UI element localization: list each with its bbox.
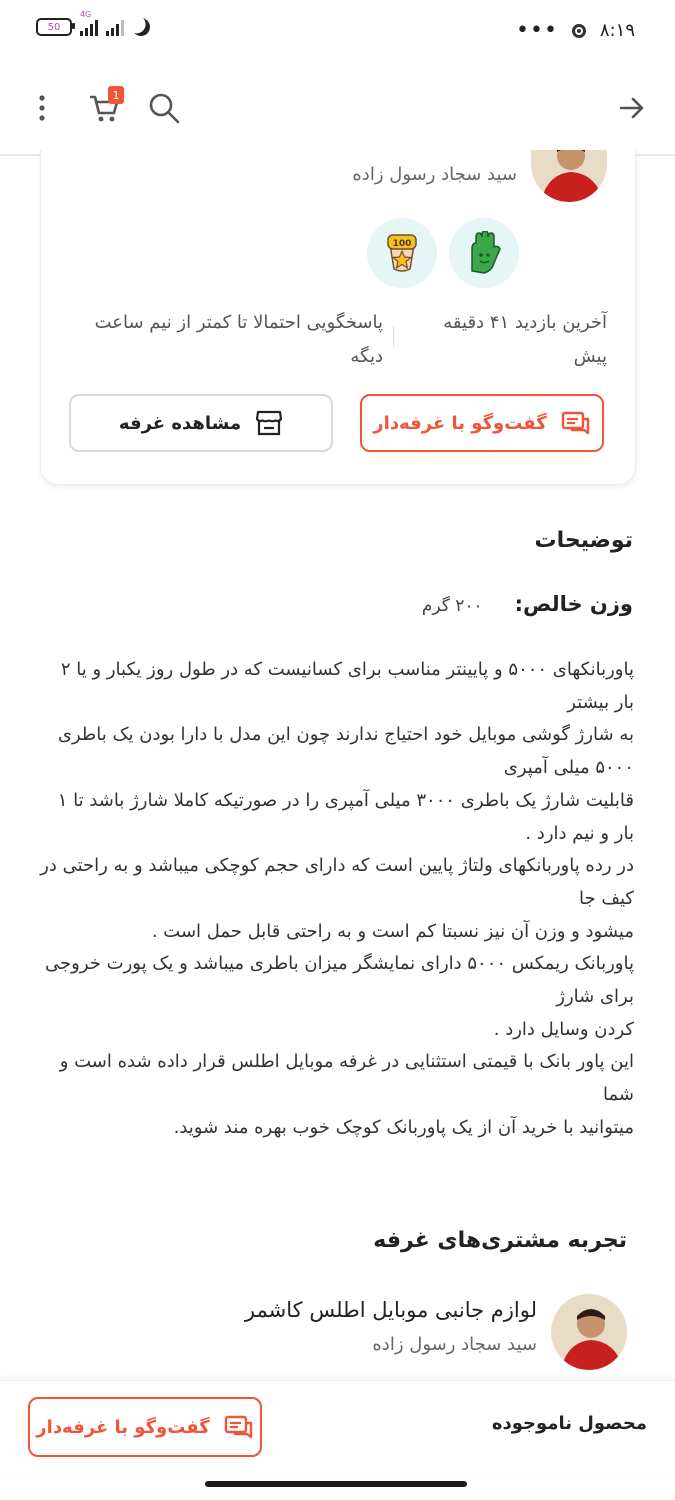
battery-icon — [36, 18, 72, 36]
battery-level: 50 — [47, 21, 61, 33]
moon-icon — [129, 15, 152, 38]
description-title: توضیحات — [534, 528, 633, 553]
seller-avatar[interactable] — [531, 150, 607, 202]
signal-icon — [80, 10, 98, 36]
search-icon — [147, 91, 181, 125]
review-store-name: لوازم جانبی موبایل اطلس کاشمر — [244, 1298, 537, 1322]
cart-badge: 1 — [108, 86, 124, 104]
svg-text:100: 100 — [392, 239, 412, 249]
description-line: در رده پاوربانکهای ولتاژ پایین است که دارای حجم کوچکی میباشد و به راحتی در کیف جا — [40, 855, 634, 909]
review-store-item[interactable] — [47, 1292, 627, 1372]
network-type: 4G — [80, 10, 92, 19]
search-button[interactable] — [146, 90, 182, 126]
last-visit: آخرین بازدید ۴۱ دقیقه پیش — [443, 312, 607, 367]
hundred-badge-icon — [380, 231, 424, 275]
review-owner-name: سید سجاد رسول زاده — [372, 1334, 537, 1355]
review-avatar — [551, 1294, 627, 1370]
avatar-image — [551, 1294, 627, 1370]
description-line: پاوربانک ریمکس ۵۰۰۰ دارای نمایشگر میزان باطری میباشد و یک پورت خروجی برای شارژ — [45, 953, 634, 1008]
bottom-chat-button[interactable] — [28, 1397, 262, 1457]
description-text — [36, 654, 634, 1145]
description-line: میتوانید با خرید آن از یک پاوربانک کوچک خوب بهره مند شوید. — [173, 1116, 634, 1138]
clock: ۸:۱۹ — [599, 20, 635, 41]
back-button[interactable] — [614, 90, 650, 126]
badge-quick-response — [449, 218, 519, 288]
product-status: محصول ناموجوده — [491, 1413, 647, 1434]
weight-label: وزن خالص: — [514, 592, 633, 616]
hand-badge-icon — [464, 231, 504, 275]
info-divider — [393, 326, 394, 348]
bottom-action-bar — [0, 1380, 675, 1475]
arrow-right-icon — [619, 97, 645, 119]
bottom-chat-label: گفت‌وگو با غرفه‌دار — [36, 1416, 210, 1438]
more-vertical-icon — [39, 95, 45, 121]
status-indicators — [36, 10, 150, 36]
chat-bubble-icon — [561, 409, 591, 437]
description-line: میشود و وزن آن نیز نسبتا کم است و به راحتی قابل حمل است . — [151, 920, 634, 942]
description-line: به شارژ گوشی موبایل خود احتیاج ندارند چون این مدل با دارا بودن یک باطری ۵۰۰۰ میلی آمپری — [57, 724, 634, 779]
description-line: این پاور بانک با قیمتی استثنایی در غرفه موبایل اطلس قرار داده شده است و شما — [59, 1051, 634, 1106]
home-indicator[interactable] — [205, 1481, 467, 1487]
more-notifications-icon: ••• — [515, 17, 558, 43]
chat-bubble-icon — [224, 1413, 254, 1441]
description-line: پاوربانکهای ۵۰۰۰ و پایینتر مناسب برای کسانیست که در طول روز یکبار و یا ۲ بار بیشتر — [60, 659, 634, 713]
weight-row — [422, 592, 633, 616]
chat-with-seller-button[interactable] — [360, 394, 604, 452]
status-bar — [0, 0, 675, 62]
signal-icon-2 — [106, 18, 124, 36]
weight-value: ۲۰۰ گرم — [421, 596, 483, 616]
seller-card — [40, 150, 636, 485]
status-right — [515, 17, 635, 43]
seller-owner-name: سید سجاد رسول زاده — [352, 164, 517, 185]
view-store-button[interactable] — [69, 394, 333, 452]
cart-button[interactable] — [86, 90, 122, 126]
avatar-image — [531, 150, 607, 202]
response-time: پاسخگویی احتمالا تا کمتر از نیم ساعت دیگه — [94, 312, 383, 367]
view-store-label: مشاهده غرفه — [118, 412, 242, 434]
reviews-title: تجربه مشتری‌های غرفه — [373, 1228, 627, 1253]
description-line: کردن وسایل دارد . — [493, 1018, 634, 1040]
store-icon — [255, 409, 283, 437]
chrome-icon — [572, 24, 586, 38]
overflow-menu-button[interactable] — [24, 90, 60, 126]
app-bar — [0, 62, 675, 156]
badge-top-seller — [367, 218, 437, 288]
chat-with-seller-label: گفت‌وگو با غرفه‌دار — [373, 412, 547, 434]
description-line: قابلیت شارژ یک باطری ۳۰۰۰ میلی آمپری را در صورتیکه کاملا شارژ باشد تا ۱ بار و نیم دارد . — [57, 789, 634, 844]
